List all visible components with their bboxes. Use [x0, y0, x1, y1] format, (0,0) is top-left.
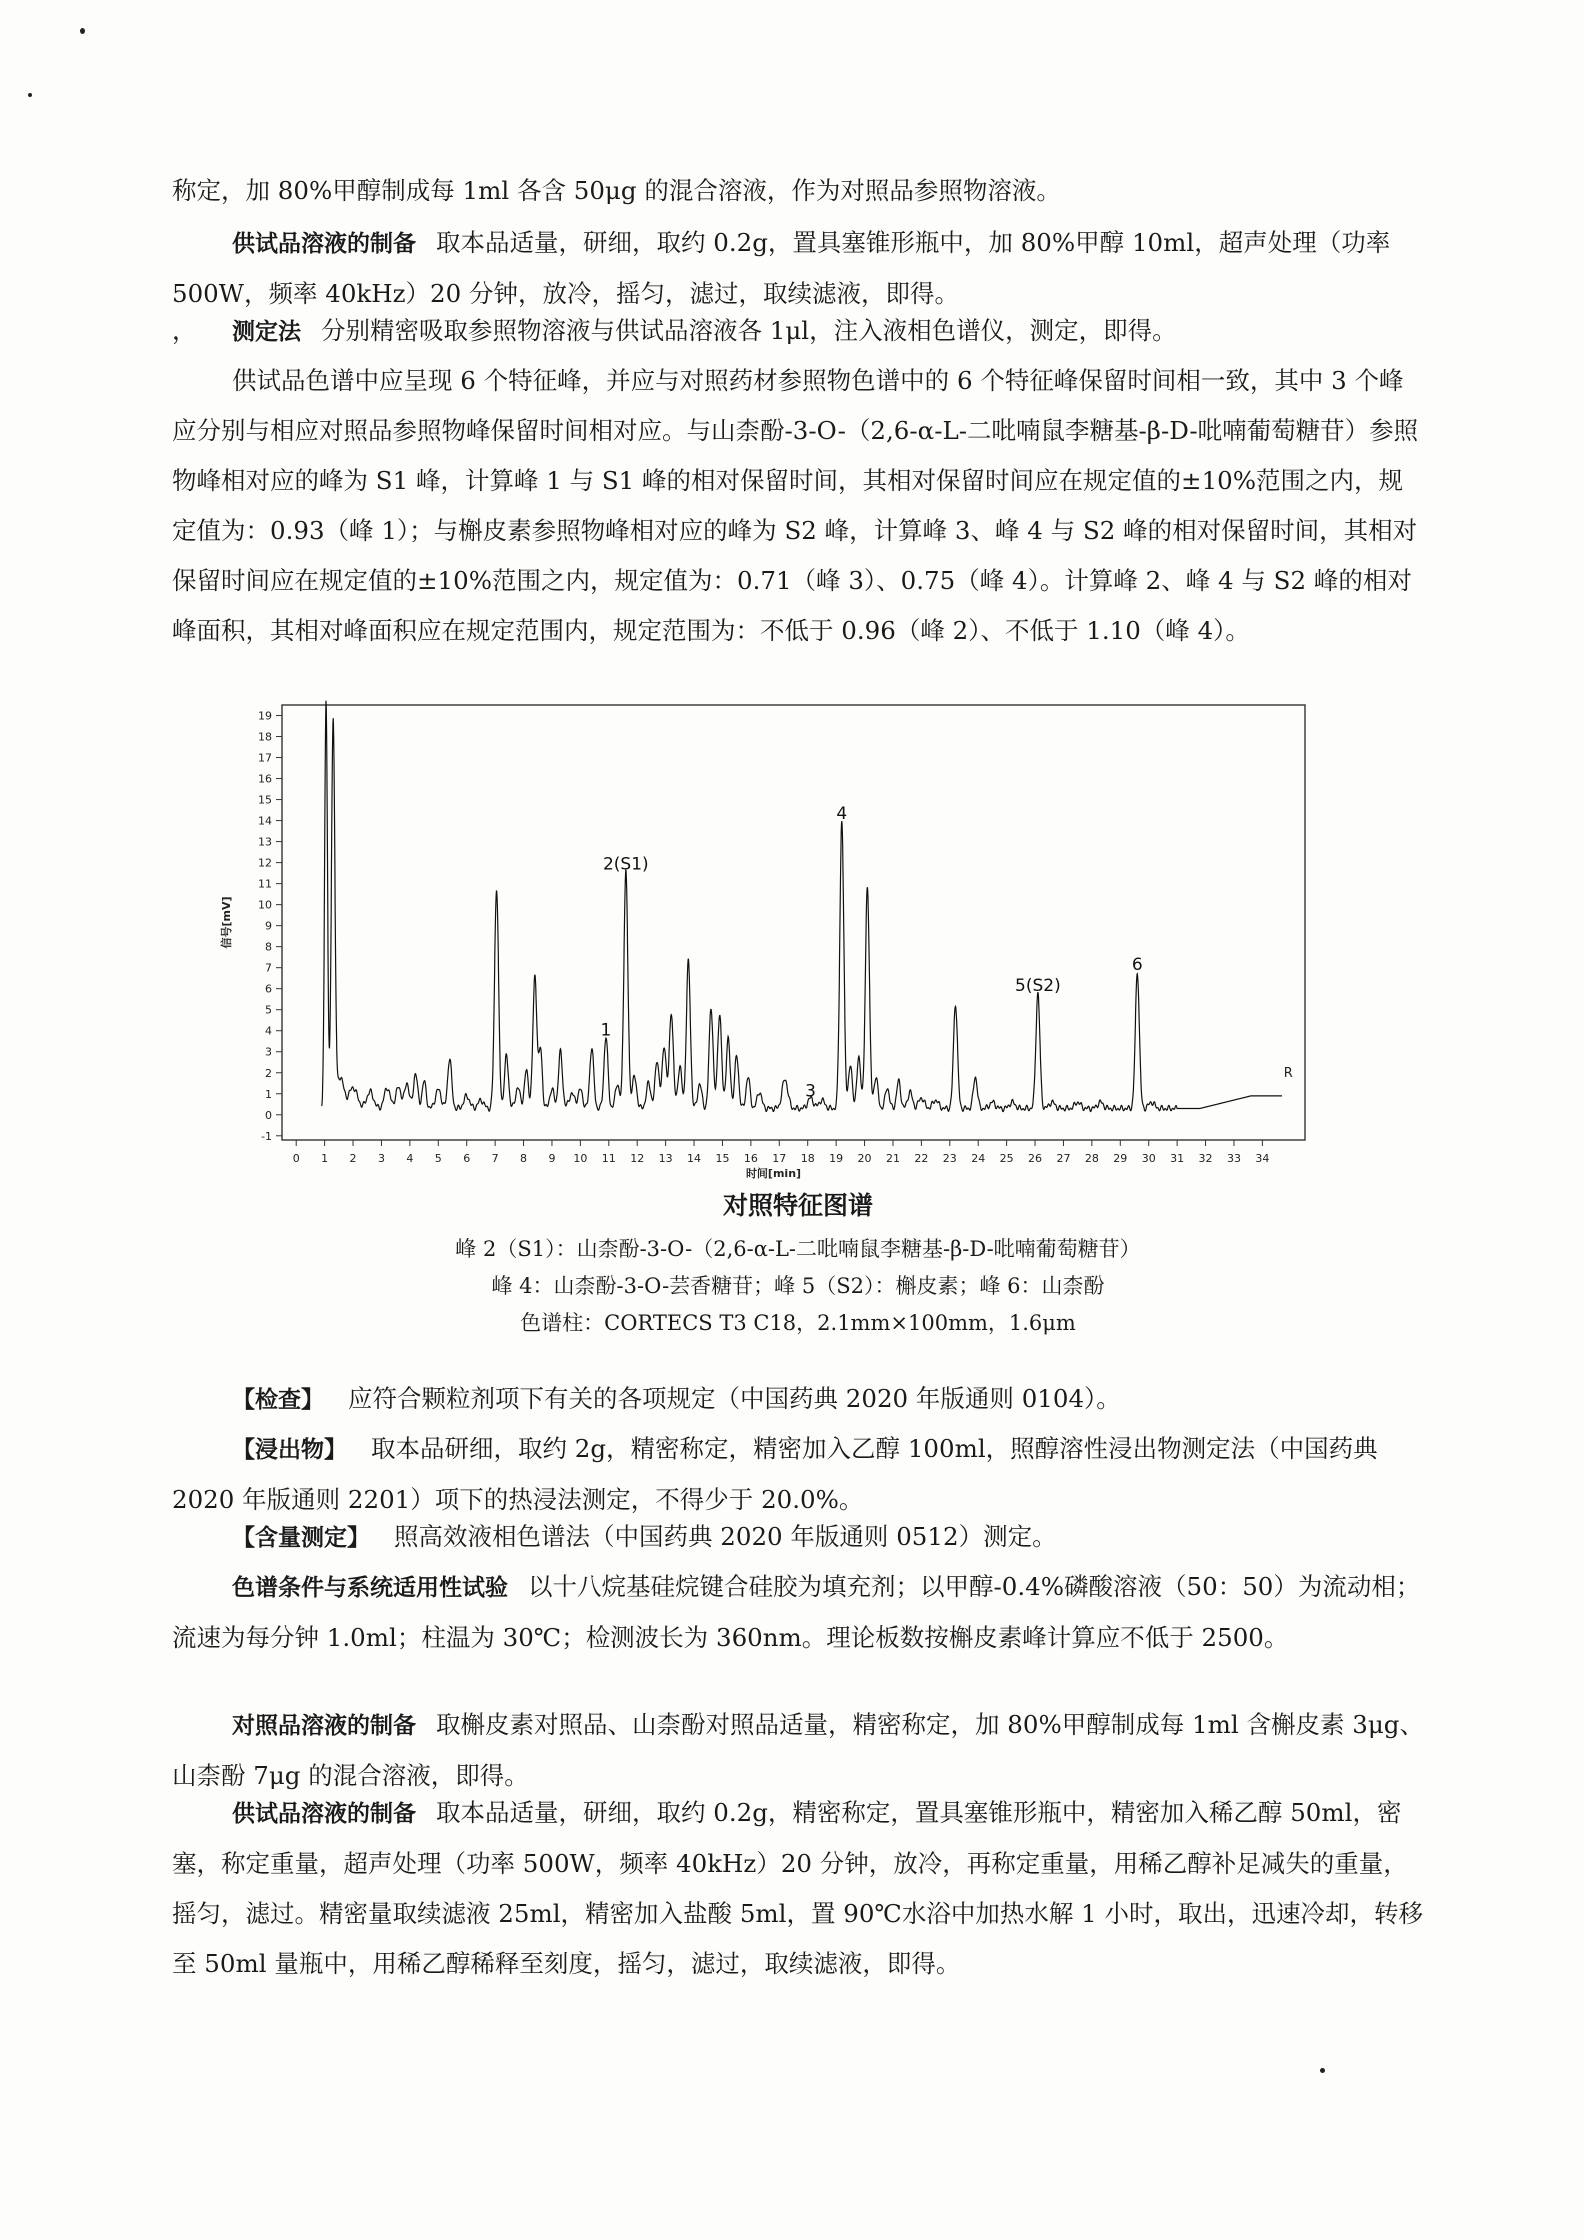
x-tick-label: 0 [292, 1152, 300, 1165]
scan-speck [1320, 2068, 1325, 2073]
section-heading: 【含量测定】 [232, 1525, 370, 1551]
section-heading: 色谱条件与系统适用性试验 [232, 1575, 508, 1601]
paragraph-text: 分别精密吸取参照物溶液与供试品溶液各 1μl，注入液相色谱仪，测定，即得。 [321, 316, 1177, 345]
section-heading: 测定法 [232, 319, 301, 345]
peak-label: 3 [805, 1081, 816, 1102]
chromatogram-chart [200, 700, 1320, 1180]
paragraph-text: 取本品适量，研细，取约 0.2g，精密称定，置具塞锥形瓶中，精密加入稀乙醇 50ml，密塞，称定重量，超声处理（功率 500W，频率 40kHz）20 分钟，放冷，再称定重量，用稀乙醇补足减失的重量，摇匀，滤过。精密量取续滤液 25ml，精密加入盐酸 5ml，置 90℃水浴中加热水解 1 小时，取出，迅速冷却，转移至 50ml 量瓶中，用稀乙醇稀释至刻度，摇匀，滤过，取续滤液，即得。 [172, 1798, 1424, 1978]
signal-trace [322, 701, 1282, 1112]
x-tick-label: 2 [349, 1152, 357, 1165]
scan-speck [80, 28, 85, 34]
paragraph-method [172, 306, 1424, 357]
y-tick-label: 17 [258, 751, 272, 765]
y-tick-label: 18 [258, 730, 272, 744]
y-tick-label: 10 [258, 898, 272, 912]
paragraph-text: 取本品研细，取约 2g，精密称定，精密加入乙醇 100ml，照醇溶性浸出物测定法（中国药典 2020 年版通则 2201）项下的热浸法测定，不得少于 20.0%。 [172, 1434, 1378, 1514]
x-axis-label: 时间[min] [745, 1167, 802, 1180]
section-heading: 【浸出物】 [232, 1437, 347, 1463]
y-tick-label: 2 [265, 1066, 272, 1080]
figure-caption-title: 对照特征图谱 [722, 1191, 873, 1220]
x-tick-label: 17 [772, 1152, 787, 1165]
x-tick-label: 33 [1226, 1152, 1241, 1165]
chart-annotations [601, 804, 1143, 1101]
x-tick-label: 22 [914, 1152, 929, 1165]
y-tick-label: 11 [258, 877, 272, 891]
x-tick-label: 13 [658, 1152, 673, 1165]
figure-caption-line: 峰 4：山柰酚-3-O-芸香糖苷；峰 5（S2）：槲皮素；峰 6：山柰酚 [491, 1274, 1105, 1298]
x-tick-label: 11 [601, 1152, 616, 1165]
paragraph-chromatographic-conditions [172, 1562, 1424, 1663]
x-tick-label: 30 [1141, 1152, 1156, 1165]
x-tick-label: 4 [406, 1152, 414, 1165]
peak-label: 5(S2) [1015, 976, 1061, 997]
y-tick-label: 1 [265, 1087, 272, 1101]
x-tick-label: 15 [715, 1152, 730, 1165]
peak-label: 6 [1131, 955, 1143, 976]
section-heading: 【检查】 [232, 1387, 324, 1413]
paragraph-text: 以十八烷基硅烷键合硅胶为填充剂；以甲醇-0.4%磷酸溶液（50：50）为流动相；流速为每分钟 1.0ml；柱温为 30℃；检测波长为 360nm。理论板数按槲皮素峰计算应不低于 2500。 [172, 1572, 1421, 1652]
x-tick-label: 12 [630, 1152, 645, 1165]
x-tick-label: 26 [1028, 1152, 1043, 1165]
y-axis-label: 信号[mV] [220, 896, 233, 949]
y-tick-label: 4 [265, 1024, 272, 1038]
x-tick-label: 31 [1170, 1152, 1185, 1165]
x-tick-label: 1 [321, 1152, 329, 1165]
stray-mark: ， [172, 316, 197, 345]
x-tick-label: 3 [377, 1152, 385, 1165]
chart-trace [322, 701, 1293, 1112]
section-heading: 供试品溶液的制备 [232, 1801, 416, 1827]
figure-caption-line: 峰 2（S1）：山柰酚-3-O-（2,6-α-L-二吡喃鼠李糖基-β-D-吡喃葡萄糖苷） [455, 1237, 1141, 1261]
x-tick-label: 19 [829, 1152, 844, 1165]
paragraph-text: 称定，加 80%甲醇制成每 1ml 各含 50μg 的混合溶液，作为对照品参照物溶液。 [172, 176, 1061, 205]
x-tick-label: 24 [971, 1152, 986, 1165]
peak-label: 1 [600, 1020, 612, 1041]
trace-end-label: R [1283, 1065, 1293, 1081]
paragraph-inspection [172, 1374, 1424, 1425]
chart-axes [219, 705, 1305, 1180]
x-tick-label: 29 [1113, 1152, 1128, 1165]
y-tick-label: 12 [258, 856, 272, 870]
x-tick-label: 16 [743, 1152, 758, 1165]
x-tick-label: 32 [1198, 1152, 1213, 1165]
x-tick-label: 21 [885, 1152, 900, 1165]
plot-frame [282, 705, 1305, 1140]
x-tick-label: 9 [548, 1152, 556, 1165]
y-tick-label: 13 [258, 835, 272, 849]
x-tick-label: 14 [687, 1152, 702, 1165]
y-tick-label: 7 [265, 961, 272, 975]
paragraph-sample-prep [172, 218, 1424, 319]
paragraph-text: 供试品色谱中应呈现 6 个特征峰，并应与对照药材参照物色谱中的 6 个特征峰保留时间相一致，其中 3 个峰应分别与相应对照品参照物峰保留时间相对应。与山柰酚-3-O-（2,6-α-L-二吡喃鼠李糖基-β-D-吡喃葡萄糖苷）参照物峰相对应的峰为 S1 峰，计算峰 1 与 S1 峰的相对保留时间，其相对保留时间应在规定值的±10%范围之内，规定值为：0.93（峰 1）；与槲皮素参照物峰相对应的峰为 S2 峰，计算峰 3、峰 4 与 S2 峰的相对保留时间，其相对保留时间应在规定值的±10%范围之内，规定值为：0.71（峰 3）、0.75（峰 4）。计算峰 2、峰 4 与 S2 峰的相对峰面积，其相对峰面积应在规定范围内，规定范围为：不低于 0.96（峰 2）、不低于 1.10（峰 4）。 [172, 366, 1419, 645]
x-tick-label: 27 [1056, 1152, 1071, 1165]
y-tick-label: 8 [265, 940, 272, 954]
x-tick-label: 34 [1255, 1152, 1270, 1165]
paragraph-text: 照高效液相色谱法（中国药典 2020 年版通则 0512）测定。 [394, 1522, 1057, 1551]
paragraph-text: 取槲皮素对照品、山柰酚对照品适量，精密称定，加 80%甲醇制成每 1ml 含槲皮素 3μg、山柰酚 7μg 的混合溶液，即得。 [172, 1710, 1424, 1790]
paragraph-extract [172, 1424, 1424, 1525]
y-tick-label: 9 [265, 919, 272, 933]
x-tick-label: 8 [520, 1152, 528, 1165]
y-tick-label: 0 [265, 1108, 272, 1122]
y-tick-label: 16 [258, 772, 272, 786]
section-heading: 供试品溶液的制备 [232, 231, 416, 257]
y-tick-label: 6 [265, 982, 272, 996]
x-tick-label: 20 [857, 1152, 872, 1165]
y-tick-label: 19 [258, 709, 272, 723]
paragraph-reference-solution [172, 166, 1424, 216]
y-tick-label: 14 [258, 814, 272, 828]
x-tick-label: 18 [800, 1152, 815, 1165]
figure-caption-line: 色谱柱：CORTECS T3 C18，2.1mm×100mm，1.6μm [520, 1311, 1076, 1335]
paragraph-assay [172, 1512, 1424, 1563]
x-tick-label: 6 [463, 1152, 471, 1165]
y-tick-label: 3 [265, 1045, 272, 1059]
x-tick-label: 5 [434, 1152, 442, 1165]
y-tick-label: 15 [258, 793, 272, 807]
paragraph-text: 应符合颗粒剂项下有关的各项规定（中国药典 2020 年版通则 0104）。 [348, 1384, 1121, 1413]
scan-speck [28, 93, 32, 97]
paragraph-reference-prep [172, 1700, 1424, 1801]
y-tick-label: -1 [261, 1129, 272, 1143]
y-tick-label: 5 [265, 1003, 272, 1017]
x-tick-label: 7 [491, 1152, 499, 1165]
paragraph-text: 取本品适量，研细，取约 0.2g，置具塞锥形瓶中，加 80%甲醇 10ml，超声处理（功率 500W，频率 40kHz）20 分钟，放冷，摇匀，滤过，取续滤液，即得。 [172, 228, 1391, 308]
section-heading: 对照品溶液的制备 [232, 1713, 416, 1739]
peak-label: 4 [836, 803, 848, 824]
peak-label: 2(S1) [602, 854, 649, 875]
paragraph-sample-prep-assay [172, 1788, 1424, 1989]
x-tick-label: 23 [942, 1152, 957, 1165]
paragraph-peak-requirements [172, 356, 1424, 656]
x-tick-label: 10 [573, 1152, 588, 1165]
x-tick-label: 28 [1084, 1152, 1099, 1165]
x-tick-label: 25 [999, 1152, 1014, 1165]
